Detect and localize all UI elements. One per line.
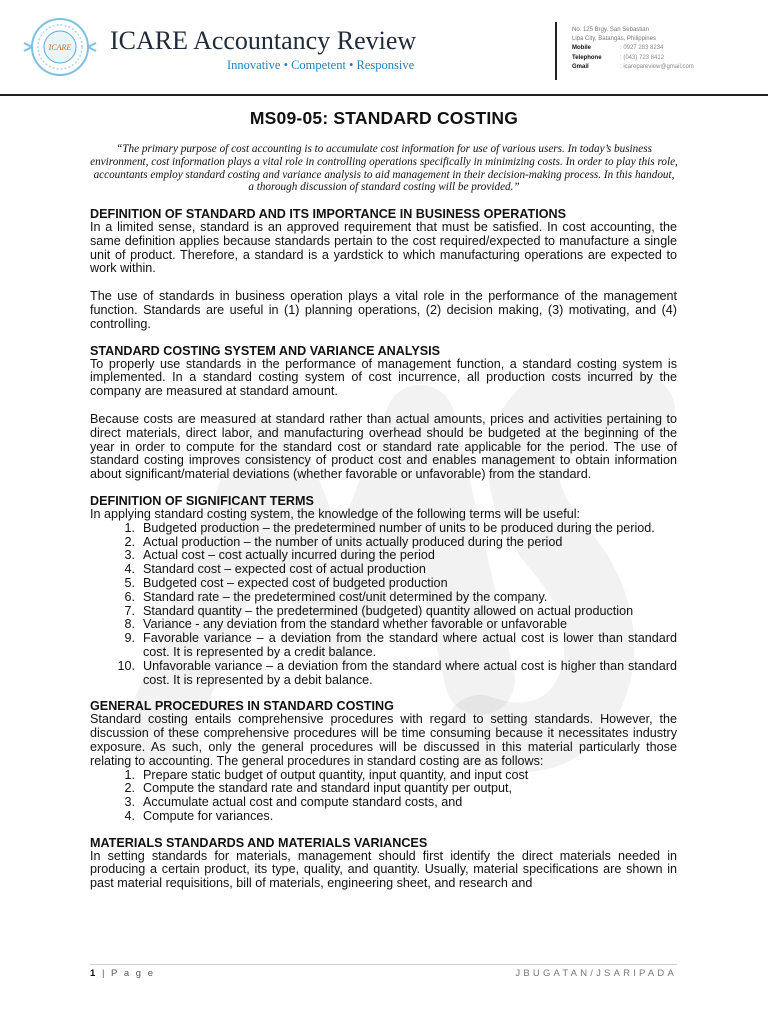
- section-heading-system: STANDARD COSTING SYSTEM AND VARIANCE ANALYSIS: [90, 343, 441, 358]
- intro-quote: “The primary purpose of cost accounting is to accumulate cost information for use of various users. In today’s business environment, cost information plays a vital role in controlling operations specifically in minimizing costs. In order to play this role, accountants employ standard costing and variance analysis to aid management in their decision-making process. In this handout, a thorough discussion of standard costing will be provided.”: [90, 143, 678, 194]
- address-line-1: No. 125 Brgy. San Sebastian: [572, 27, 649, 33]
- footer-rule: [90, 964, 677, 965]
- paragraph: Because costs are measured at standard rather than actual amounts, prices and activities pertaining to direct materials, direct labor, and manufacturing overhead should be budgeted at the beginning of the year in order to compute for the standard cost or standard rate applicable for the period. The use of standard costing improves consistency of product cost and enables management to obtain information about significant/material deviations (whether favorable or unfavorable) from the standard.: [90, 411, 677, 482]
- section-heading-procedures: GENERAL PROCEDURES IN STANDARD COSTING: [90, 699, 394, 714]
- paragraph: To properly use standards in the performance of management function, a standard costing system is implemented. In a standard costing system of cost incurrence, all production costs incurred by the company are measured at standard amount.: [90, 356, 677, 399]
- list-item: 4. Standard cost – expected cost of actual production: [124, 562, 426, 577]
- gmail-label: Gmail: [572, 63, 589, 70]
- contact-info: [572, 26, 694, 72]
- paragraph: In applying standard costing system, the knowledge of the following terms will be useful:: [90, 506, 581, 521]
- page-label: | P a g e: [101, 968, 155, 979]
- paragraph: The use of standards in business operation plays a vital role in the performance of the management function. Standards are useful in (1) planning operations, (2) decision making, (3) motivating, and (4) controlling.: [90, 289, 677, 331]
- page-title: MS09-05: STANDARD COSTING: [249, 108, 519, 128]
- list-item: 3. Actual cost – cost actually incurred during the period: [124, 548, 435, 563]
- telephone-label: Telephone: [572, 54, 602, 61]
- list-item: 9. Favorable variance – a deviation from the standard where actual cost is lower than standard cost. It is represented by a credit balance.: [124, 631, 677, 659]
- mobile-value: : 0927 283 8234: [620, 45, 664, 52]
- list-item: 6. Standard rate – the predetermined cost/unit determined by the company.: [124, 589, 548, 604]
- telephone-value: : (043) 723 8412: [620, 54, 665, 61]
- list-item: 8. Variance - any deviation from the standard whether favorable or unfavorable: [124, 617, 567, 632]
- svg-text:ICARE: ICARE: [48, 43, 72, 52]
- header-divider: [555, 22, 557, 80]
- icare-logo: [22, 16, 98, 78]
- terms-list: [90, 522, 677, 688]
- section-heading-definition: DEFINITION OF STANDARD AND ITS IMPORTANCE IN BUSINESS OPERATIONS: [90, 207, 567, 221]
- page-number: [90, 968, 155, 979]
- list-item: 3. Accumulate actual cost and compute standard costs, and: [124, 795, 463, 810]
- mobile-label: Mobile: [572, 45, 591, 52]
- brand-name: ICARE Accountancy Review: [110, 26, 417, 55]
- brand-tagline: Innovative • Competent • Responsive: [227, 58, 415, 72]
- document-body: [90, 207, 677, 891]
- list-item: 10. Unfavorable variance – a deviation from the standard where actual cost is higher than standard cost. It is represented by a debit balance.: [117, 658, 677, 687]
- paragraph: In a limited sense, standard is an approved requirement that must be satisfied. In cost accounting, the same definition applies because standards pertain to the cost required/expected to manufacture a single unit of product. Therefore, a standard is a yardstick to which manufacturing operations are expected to work within.: [90, 220, 677, 276]
- procedures-list: [90, 769, 677, 824]
- list-item: 2. Compute the standard rate and standard input quantity per output,: [124, 781, 512, 796]
- list-item: 4. Compute for variances.: [124, 808, 274, 823]
- list-item: 1. Budgeted production – the predetermined number of units to be produced during the period.: [124, 520, 655, 535]
- section-heading-terms: DEFINITION OF SIGNIFICANT TERMS: [90, 493, 314, 508]
- page-header: [0, 0, 768, 96]
- list-item: 2. Actual production – the number of units actually produced during the period: [124, 534, 563, 549]
- list-item: 7. Standard quantity – the predetermined (budgeted) quantity allowed on actual production: [124, 603, 634, 618]
- footer-authors: JBUGATAN/JSARIPADA: [515, 968, 677, 979]
- header-rule: [0, 94, 768, 96]
- list-item: 1. Prepare static budget of output quantity, input quantity, and input cost: [124, 767, 529, 782]
- gmail-value: : icarepareview@gmail.com: [620, 63, 694, 70]
- list-item: 5. Budgeted cost – expected cost of budgeted production: [124, 575, 448, 590]
- section-heading-materials: MATERIALS STANDARDS AND MATERIALS VARIANCES: [90, 835, 428, 850]
- paragraph: In setting standards for materials, management should first identify the direct materials needed in producing a certain product, its type, quality, and quantity. Usually, material specifications are shown in past material requisitions, bill of materials, engineering sheet, and research and: [90, 848, 677, 891]
- address-line-2: Lipa City, Batangas, Philippines: [572, 36, 656, 43]
- paragraph: Standard costing entails comprehensive procedures with regard to setting standards. However, the discussion of these comprehensive procedures will be time consuming because it necessitates industry exposure. As such, only the general procedures will be discussed in this material particularly those relating to accounting. The general procedures in standard costing are as follows:: [90, 712, 677, 768]
- page-number-value: 1: [90, 968, 98, 979]
